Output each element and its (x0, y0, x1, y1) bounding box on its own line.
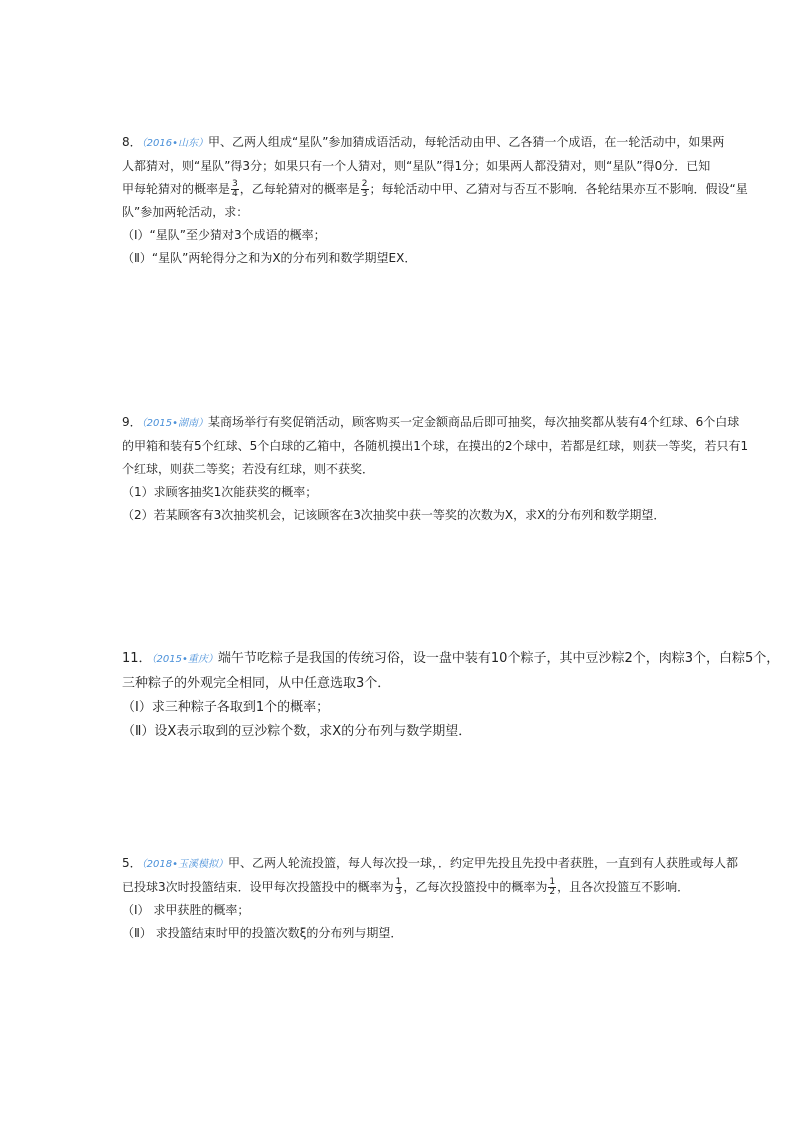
problem-line (122, 672, 762, 696)
sub-question: （Ⅱ）“星队”两轮得分之和为X的分布列和数学期望EX． (122, 251, 417, 265)
fraction-numerator: 1 (549, 877, 556, 887)
problem-number: 9． (122, 415, 142, 429)
problem-line (122, 647, 780, 672)
problem-source: （2015•重庆） (151, 654, 218, 665)
problem-text: ，且各次投篮互不影响． (557, 880, 690, 894)
fraction (231, 180, 239, 199)
problem-line (122, 155, 762, 178)
problem-source: （2018•玉溪模拟） (141, 859, 228, 870)
fraction (361, 180, 369, 199)
sub-question: （Ⅰ）求三种粽子各取到1个的概率； (122, 700, 330, 715)
sub-question: （Ⅰ） 求甲获胜的概率； (122, 903, 250, 917)
fraction-numerator: 2 (361, 179, 368, 189)
problem-text: 甲每轮猜对的概率是 (122, 182, 231, 196)
fraction-denominator: 3 (395, 887, 402, 897)
problem-5 (122, 852, 762, 945)
problem-text: 某商场举行有奖促销活动，顾客购买一定金额商品后即可抽奖，每次抽奖都从装有4个红球、6个白球 (208, 415, 740, 429)
sub-question: （Ⅱ）设X表示取到的豆沙粽个数，求X的分布列与数学期望． (122, 724, 472, 739)
problem-text: 三种粽子的外观完全相同，从中任意选取3个． (122, 676, 391, 691)
problem-text: 甲、乙两人组成“星队”参加猜成语活动，每轮活动由甲、乙各猜一个成语，在一轮活动中，如果两 (208, 135, 725, 149)
problem-source: （2015•湖南） (141, 418, 208, 429)
problem-line (122, 411, 762, 435)
problem-text: ；每轮活动中甲、乙猜对与否互不影响．各轮结果亦互不影响．假设“星 (369, 182, 748, 196)
sub-question: （1）求顾客抽奖1次能获奖的概率； (122, 485, 318, 499)
fraction-denominator: 3 (361, 189, 368, 199)
fraction (548, 878, 556, 897)
problem-line (122, 178, 762, 201)
problem-source: （2016•山东） (141, 138, 208, 149)
problem-line (122, 876, 762, 899)
sub-question: （Ⅱ） 求投篮结束时甲的投篮次数ξ的分布列与期望． (122, 926, 403, 940)
problem-number: 8． (122, 135, 142, 149)
problem-text: ，乙每次投篮投中的概率为 (403, 880, 548, 894)
fraction-numerator: 1 (395, 877, 402, 887)
problem-line (122, 201, 762, 224)
sub-question: （Ⅰ）“星队”至少猜对3个成语的概率； (122, 228, 326, 242)
problem-line (122, 852, 762, 876)
problem-line (122, 435, 762, 458)
fraction-numerator: 3 (232, 179, 238, 189)
problem-9 (122, 411, 762, 527)
problem-text: 人都猜对，则“星队”得3分；如果只有一个人猜对，则“星队”得1分；如果两人都没猜对，则“星队”得0分．已知 (122, 159, 711, 173)
problem-number: 11． (122, 651, 152, 666)
problem-line (122, 131, 762, 155)
problem-text: ，乙每轮猜对的概率是 (239, 182, 360, 196)
problem-line (122, 458, 762, 481)
problem-text: 的甲箱和装有5个红球、5个白球的乙箱中，各随机摸出1个球，在摸出的2个球中，若都是红球，则获一等奖，若只有1 (122, 439, 749, 453)
sub-question: （2）若某顾客有3次抽奖机会，记该顾客在3次抽奖中获一等奖的次数为X，求X的分布列和数学期望． (122, 508, 666, 522)
problem-11 (122, 647, 780, 744)
problem-number: 5． (122, 856, 142, 870)
fraction-denominator: 2 (549, 887, 556, 897)
problem-text: 队”参加两轮活动，求： (122, 205, 249, 219)
problem-text: 甲、乙两人轮流投篮，每人每次投一球，．约定甲先投且先投中者获胜，一直到有人获胜或每人都 (228, 856, 739, 870)
problem-text: 端午节吃粽子是我国的传统习俗，设一盘中装有10个粽子，其中豆沙粽2个，肉粽3个，白粽5个， (217, 651, 780, 666)
fraction-denominator: 4 (232, 189, 238, 199)
problem-8 (122, 131, 762, 270)
problem-text: 已投球3次时投篮结束．设甲每次投篮投中的概率为 (122, 880, 394, 894)
problem-text: 个红球，则获二等奖；若没有红球，则不获奖． (122, 462, 375, 476)
fraction (395, 878, 403, 897)
